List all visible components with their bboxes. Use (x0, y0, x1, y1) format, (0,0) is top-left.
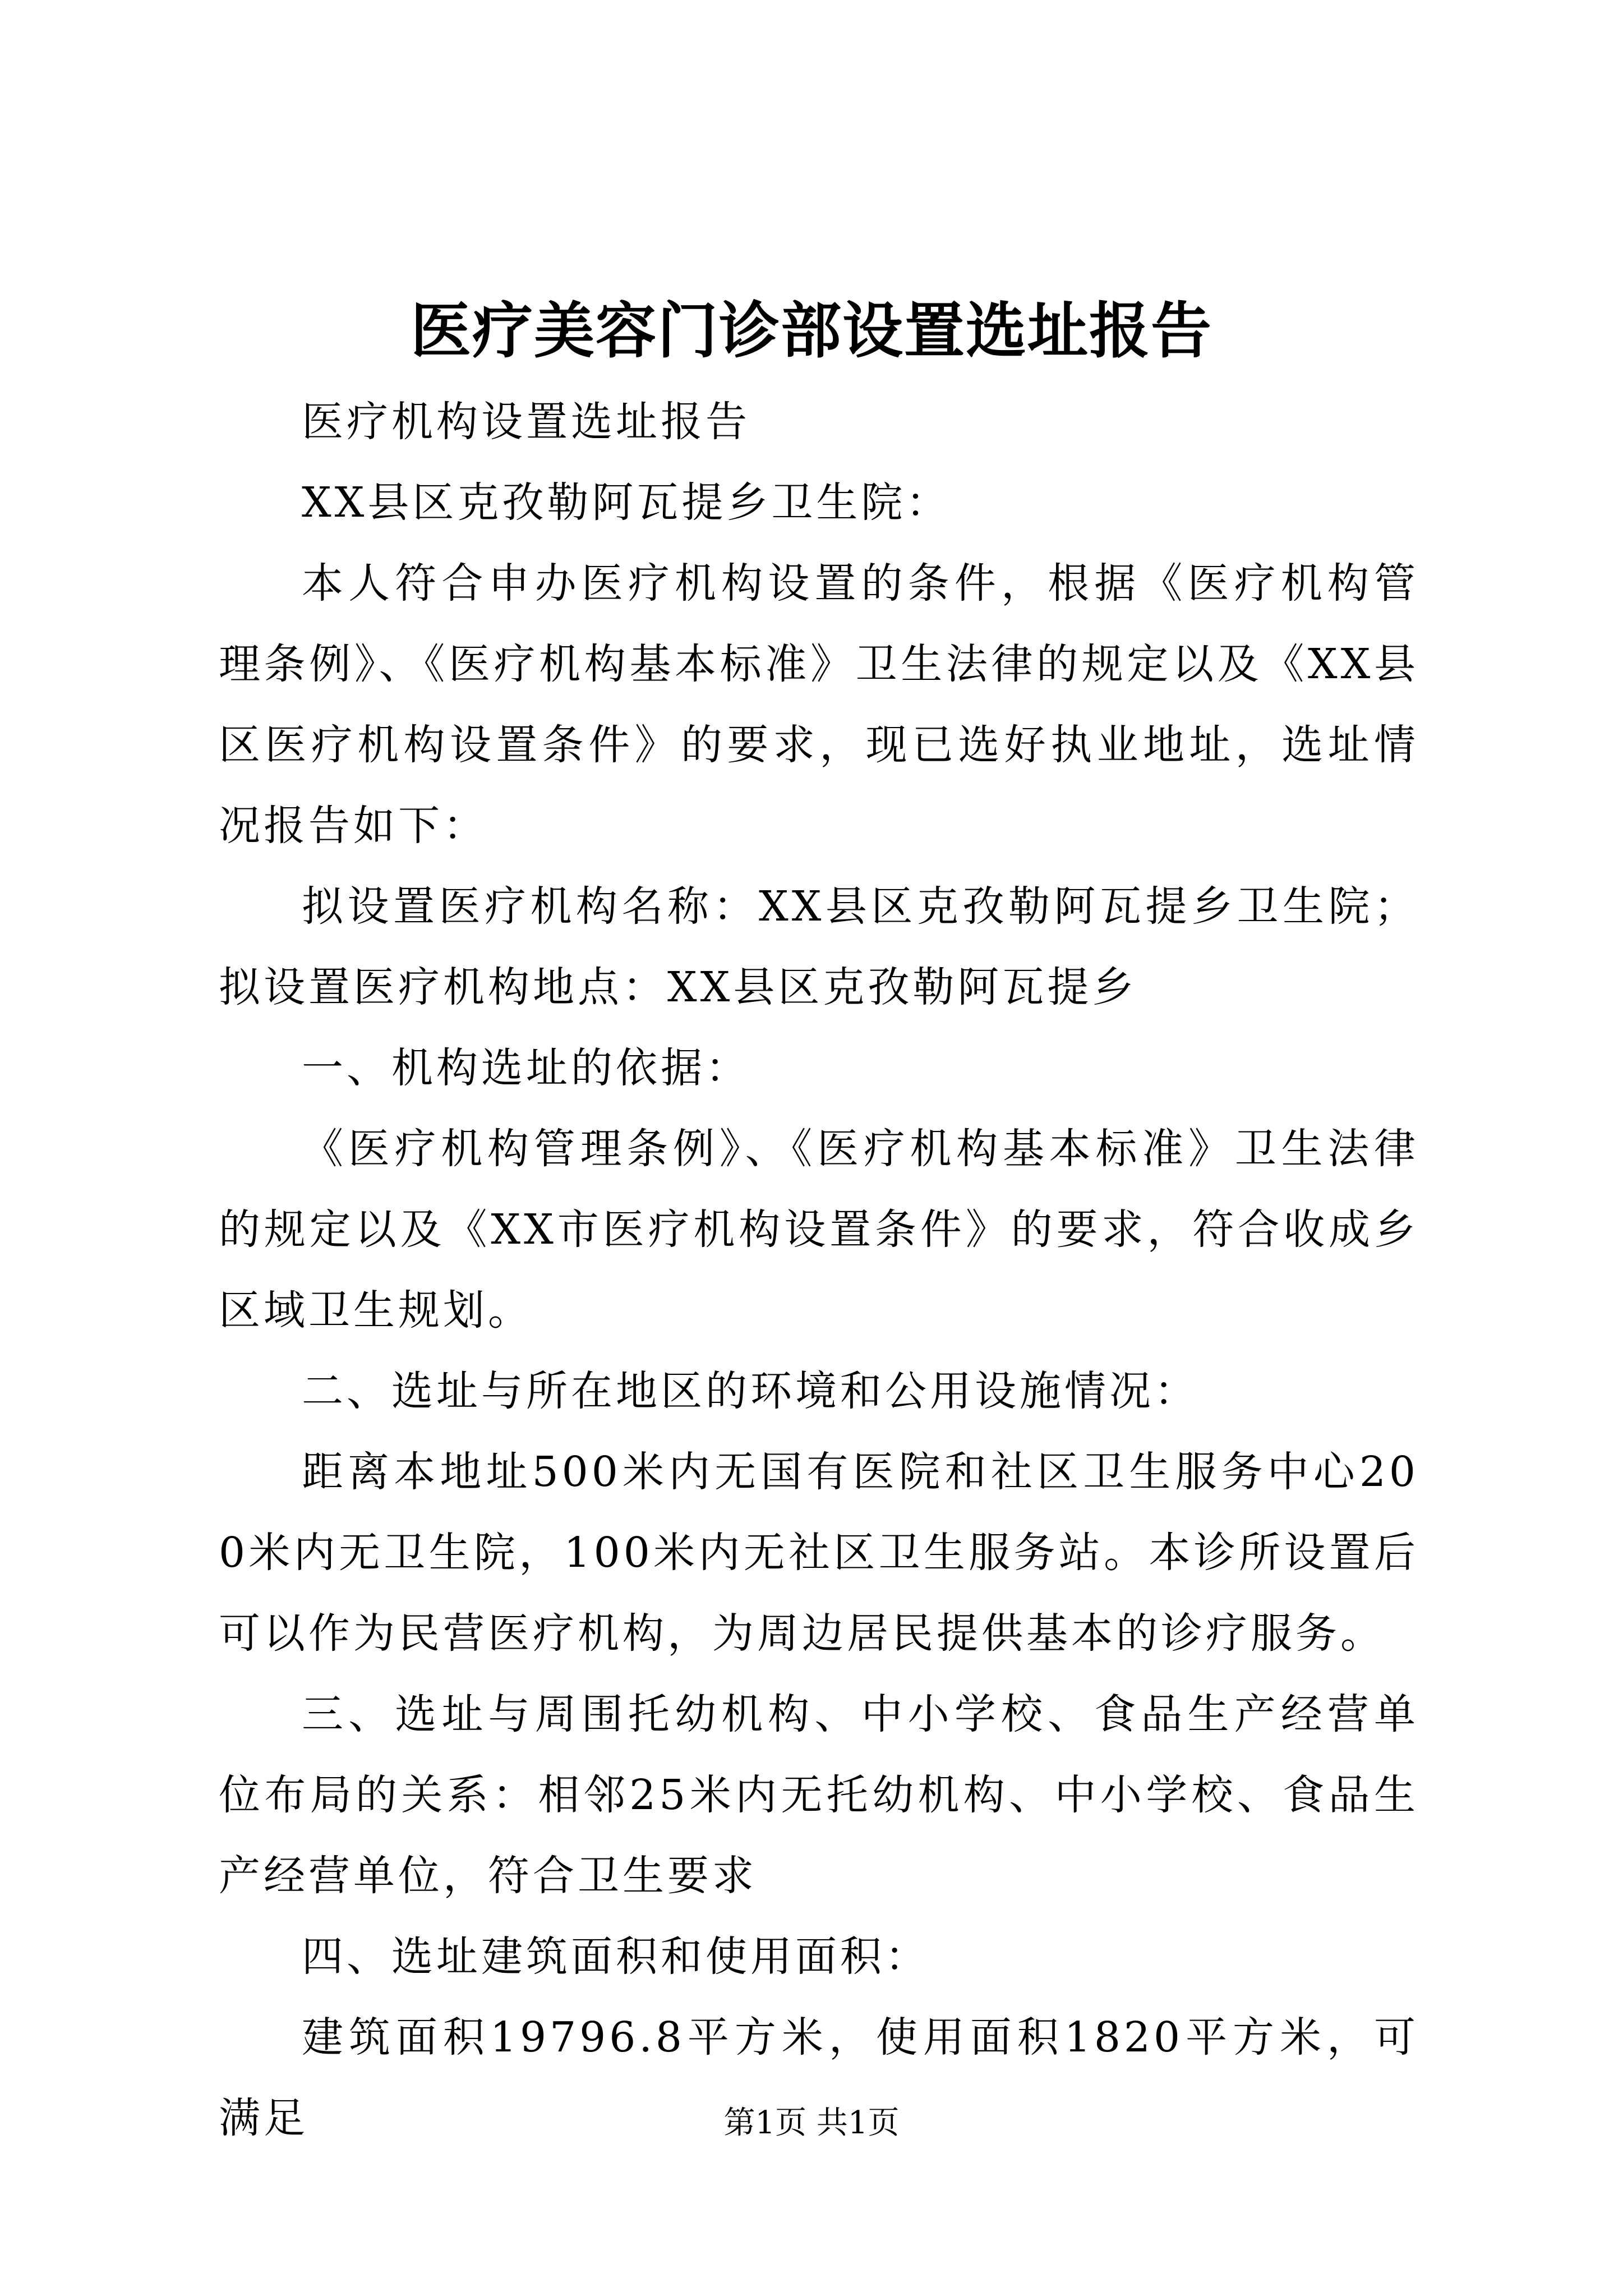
paragraph-basis: 《医疗机构管理条例》、《医疗机构基本标准》卫生法律的规定以及《XX市医疗机构设置条件》的要求，符合收成乡区域卫生规划。 (219, 1125, 1419, 1335)
section-heading-environment: 二、选址与所在地区的环境和公用设施情况： (302, 1367, 1199, 1415)
paragraph-addressee: XX县区克孜勒阿瓦提乡卫生院： (302, 478, 951, 527)
paragraph-area: 建筑面积19796.8平方米，使用面积1820平方米，可满足 (219, 2013, 1419, 2142)
paragraph-institution-info: 拟设置医疗机构名称：XX县区克孜勒阿瓦提乡卫生院；拟设置医疗机构地点：XX县区克孜勒阿瓦提乡 (219, 882, 1419, 1011)
section-heading-area: 四、选址建筑面积和使用面积： (302, 1932, 930, 1981)
section-heading-basis: 一、机构选址的依据： (302, 1044, 750, 1092)
document-title: 医疗美容门诊部设置选址报告 (410, 296, 1212, 366)
paragraph-surroundings: 三、选址与周围托幼机构、中小学校、食品生产经营单位布局的关系：相邻25米内无托幼机构、中小学校、食品生产经营单位，符合卫生要求 (219, 1690, 1419, 1900)
paragraph-intro: 本人符合申办医疗机构设置的条件，根据《医疗机构管理条例》、《医疗机构基本标准》卫生法律的规定以及《XX县区医疗机构设置条件》的要求，现已选好执业地址，选址情况报告如下： (219, 559, 1419, 850)
paragraph-subtitle: 医疗机构设置选址报告 (302, 398, 750, 446)
document-body (219, 381, 1419, 2159)
paragraph-environment: 距离本地址500米内无国有医院和社区卫生服务中心200米内无卫生院，100米内无社区卫生服务站。本诊所设置后可以作为民营医疗机构，为周边居民提供基本的诊疗服务。 (219, 1448, 1419, 1658)
page-footer: 第1页 共1页 (723, 2105, 900, 2141)
